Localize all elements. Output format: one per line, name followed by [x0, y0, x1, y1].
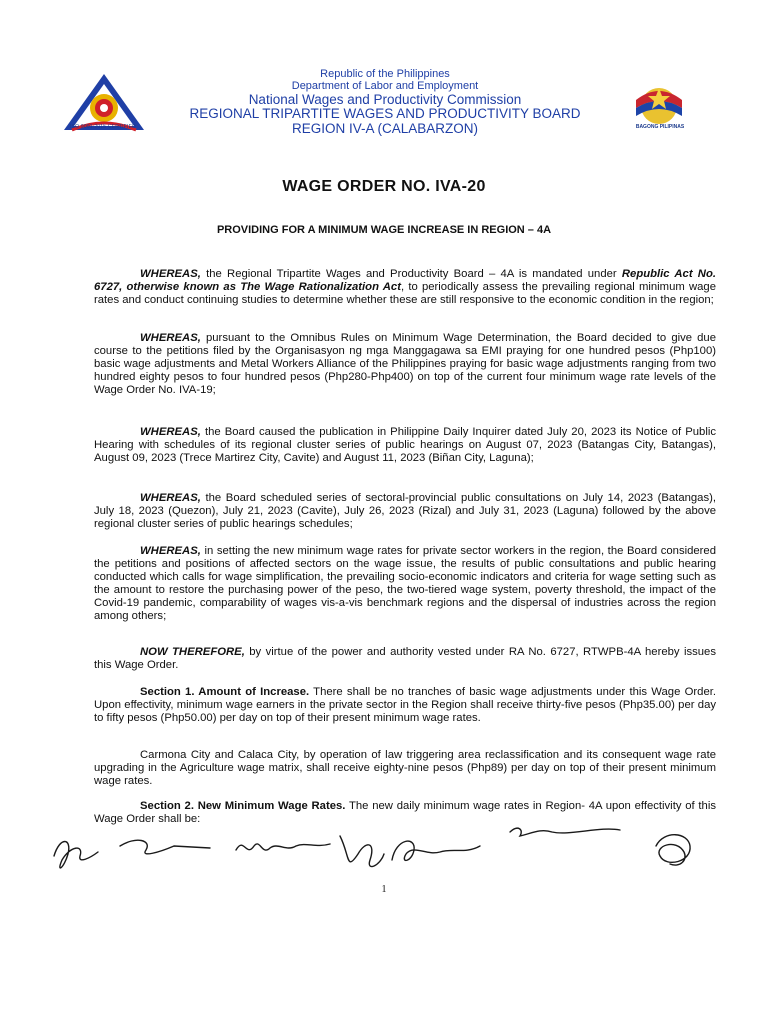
section-heading: Section 1. Amount of Increase.: [140, 686, 310, 698]
lead: WHEREAS,: [140, 492, 201, 504]
lead: NOW THEREFORE,: [140, 646, 245, 658]
lead: WHEREAS,: [140, 332, 201, 344]
document-subtitle: PROVIDING FOR A MINIMUM WAGE INCREASE IN REGION – 4A: [216, 224, 552, 236]
letterhead-board: REGIONAL TRIPARTITE WAGES AND PRODUCTIVITY BOARD: [189, 106, 581, 121]
emphasis-republic-act: Republic Act No. 6727, otherwise known as The Wage Rationalization Act: [94, 268, 716, 293]
logo-left-caption: ISO 9001:2015 CERTIFIED: [70, 124, 136, 130]
logo-right-caption: BAGONG PILIPINAS: [635, 124, 685, 130]
signature-6: [510, 828, 620, 836]
paragraph-whereas-5: WHEREAS, in setting the new minimum wage rates for private sector workers in the region, the Board considered the petitions and positions of affected sectors on the wage issue, the results of public consultations and public hearing conducted which calls for wage simplification, the prevailing socio-economic indicators and criteria for wage setting such as the amount to restore the purchasing power of the peso, the two-tiered wage system, poverty threshold, the impact of the Covid-19 pandemic, comparability of wages vis-a-vis benchmark regions and the dispersal of industries across the region among others;: [94, 545, 716, 622]
letterhead-department: Department of Labor and Employment: [291, 80, 479, 92]
section-heading: Section 2. New Minimum Wage Rates.: [140, 800, 346, 812]
lead: WHEREAS,: [140, 268, 201, 280]
paragraph-whereas-3: WHEREAS, the Board caused the publication in Philippine Daily Inquirer dated July 20, 2023 its Notice of Public Hearing with schedules of its regional cluster series of public hearings on August 07, 2023 (Batangas City, Batangas), August 09, 2023 (Trece Martirez City, Cavite) and August 11, 2023 (Biñan City, Laguna);: [94, 426, 716, 464]
letterhead-republic: Republic of the Philippines: [320, 68, 450, 80]
signature-5: [392, 841, 480, 860]
document-title: WAGE ORDER NO. IVA-20: [282, 178, 486, 195]
lead: WHEREAS,: [140, 426, 201, 438]
signature-3: [236, 844, 330, 850]
board-signatures: [40, 816, 730, 886]
paragraph-now-therefore: NOW THEREFORE, by virtue of the power and authority vested under RA No. 6727, RTWPB-4A hereby issues this Wage Order.: [94, 646, 716, 671]
signature-4: [340, 836, 384, 867]
lead: WHEREAS,: [140, 545, 201, 557]
letterhead-region: REGION IV-A (CALABARZON): [291, 121, 479, 136]
paragraph-whereas-2: WHEREAS, pursuant to the Omnibus Rules on Minimum Wage Determination, the Board decided to give due course to the petitions filed by the Organisasyon ng mga Manggagawa sa EMI praying for one hundred pesos (Php100) basic wage adjustments and Metal Workers Alliance of the Philippines praying for basic wage adjustments ranging from two hundred eighty pesos to four hundred pesos (Php280-Php400) on top of the current four minimum wage rate levels of the Wage Order No. IVA-19;: [94, 332, 716, 396]
paragraph-carmona-calaca: Carmona City and Calaca City, by operation of law triggering area reclassification and its consequent wage rate upgrading in the Agriculture wage matrix, shall receive eighty-nine pesos (Php89) per day on top of their present minimum wage rates.: [94, 749, 716, 787]
signature-1: [54, 842, 98, 868]
paragraph-whereas-1: WHEREAS, the Regional Tripartite Wages and Productivity Board – 4A is mandated under Republic Act No. 6727, otherwise known as The Wage Rationalization Act, to periodically assess the prevailing regional minimum wage rates and conduct continuing studies to determine whether these are still responsive to the economic condition in the region;: [94, 268, 716, 306]
paragraph-section-1: Section 1. Amount of Increase. There shall be no tranches of basic wage adjustments under this Wage Order. Upon effectivity, minimum wage earners in the private sector in the Region shall receive thirty-five pesos (Php35.00) per day to fifty pesos (Php50.00) per day on top of their present minimum wage rates.: [94, 686, 717, 724]
paragraph-whereas-4: WHEREAS, the Board scheduled series of sectoral-provincial public consultations on July 14, 2023 (Batangas), July 18, 2023 (Quezon), July 21, 2023 (Cavite), July 26, 2023 (Rizal) and July 31, 2023 (Laguna) followed by the above regional cluster series of public hearings schedules;: [94, 492, 716, 530]
letterhead-commission: National Wages and Productivity Commission: [248, 92, 522, 107]
signature-2: [120, 840, 210, 854]
signature-7: [656, 835, 690, 865]
bagong-pilipinas-logo-icon: [628, 80, 690, 126]
paragraph-section-2: Section 2. New Minimum Wage Rates. The new daily minimum wage rates in Region- 4A upon effectivity of this Wage Order shall be:: [94, 800, 716, 825]
page-number: 1: [381, 884, 387, 895]
